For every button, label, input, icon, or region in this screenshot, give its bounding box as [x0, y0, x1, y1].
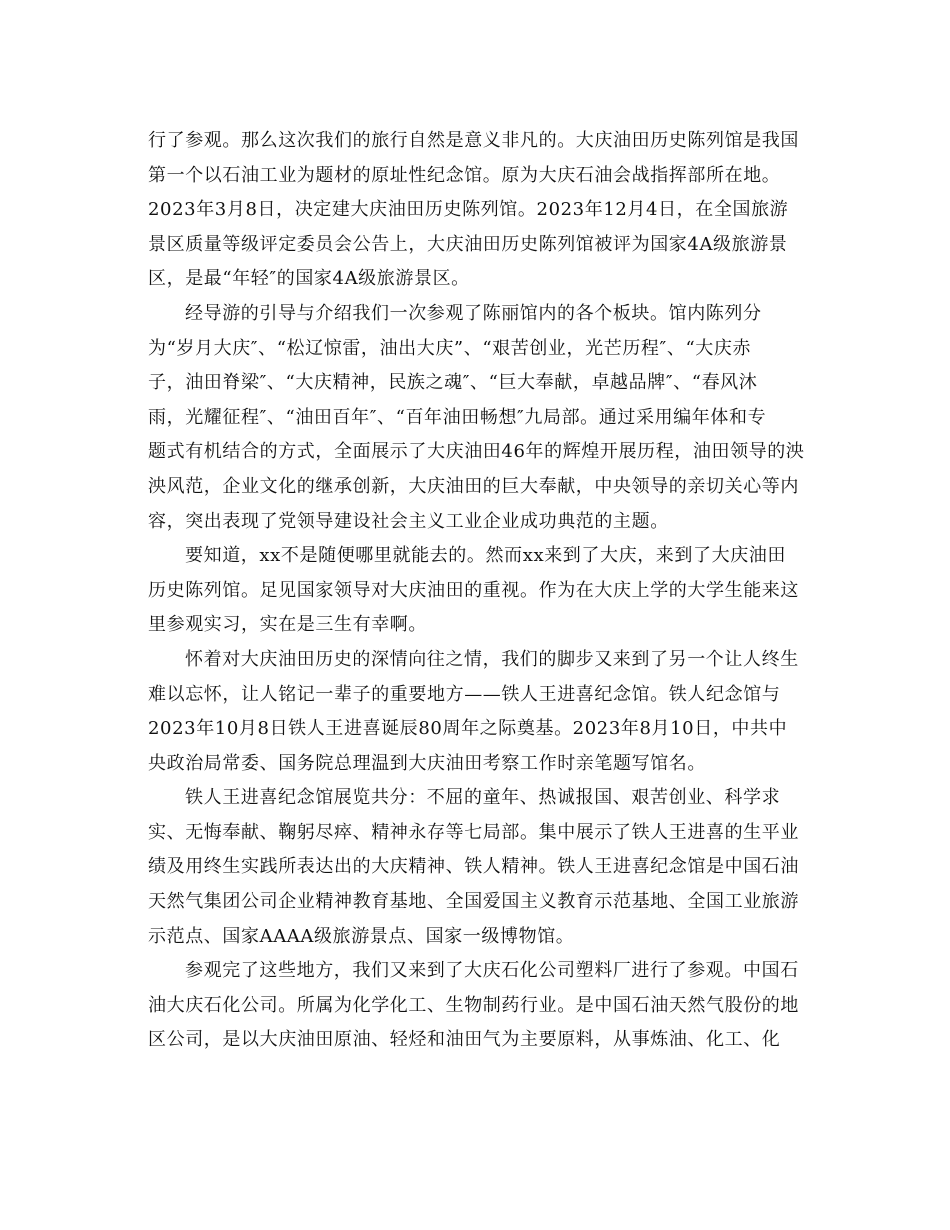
text-line: 里参观实习，实在是三生有幸啊。	[148, 614, 427, 636]
text-line: 第一个以石油工业为题材的原址性纪念馆。原为大庆石油会战指挥部所在地。	[148, 164, 781, 186]
text-line: 容，突出表现了党领导建设社会主义工业企业成功典范的主题。	[148, 510, 669, 532]
text-line: 央政治局常委、国务院总理温到大庆油田考察工作时亲笔题写馆名。	[148, 752, 706, 774]
paragraph-2	[148, 297, 804, 539]
text-line: 历史陈列馆。足见国家领导对大庆油田的重视。作为在大庆上学的大学生能来这	[148, 579, 799, 601]
text-line: 行了参观。那么这次我们的旅行自然是意义非凡的。大庆油田历史陈列馆是我国	[148, 130, 799, 151]
text-line: 区公司，是以大庆油田原油、轻烃和油田气为主要原料，从事炼油、化工、化	[148, 1029, 781, 1051]
paragraph-5	[148, 781, 804, 954]
text-line: 题式有机结合的方式，全面展示了大庆油田46年的辉煌开展历程，油田领导的泱	[148, 441, 805, 463]
text-line: 要知道，xx不是随便哪里就能去的。然而xx来到了大庆，来到了大庆油田	[185, 545, 787, 567]
text-line: 为“岁月大庆″、“松辽惊雷，油出大庆”、“艰苦创业，光芒历程″、“大庆赤	[148, 337, 752, 359]
text-line: 实、无悔奉献、鞠躬尽瘁、精神永存等七局部。集中展示了铁人王进喜的生平业	[148, 821, 799, 843]
text-line: 怀着对大庆油田历史的深情向往之情，我们的脚步又来到了另一个让人终生	[185, 648, 799, 670]
paragraph-3	[148, 539, 804, 643]
paragraph-1	[148, 124, 804, 297]
text-line: 绩及用终生实践所表达出的大庆精神、铁人精神。铁人王进喜纪念馆是中国石油	[148, 856, 799, 878]
text-line: 天然气集团公司企业精神教育基地、全国爱国主义教育示范基地、全国工业旅游	[148, 891, 799, 913]
text-line: 区，是最“年轻″的国家4A级旅游景区。	[148, 268, 470, 290]
text-line: 2023年3月8日，决定建大庆油田历史陈列馆。2023年12月4日，在全国旅游	[148, 199, 789, 221]
text-line: 2023年10月8日铁人王进喜诞辰80周年之际奠基。2023年8月10日，中共中	[148, 718, 788, 740]
text-line: 雨，光耀征程″、“油田百年″、“百年油田畅想″九局部。通过采用编年体和专	[148, 406, 767, 428]
text-line: 铁人王进喜纪念馆展览共分：不屈的童年、热诚报国、艰苦创业、科学求	[185, 787, 781, 809]
text-line: 示范点、国家AAAA级旅游景点、国家一级博物馆。	[148, 925, 575, 947]
paragraph-6	[148, 954, 804, 1058]
document-body	[148, 124, 804, 1058]
text-line: 景区质量等级评定委员会公告上，大庆油田历史陈列馆被评为国家4A级旅游景	[148, 233, 788, 255]
text-line: 泱风范，企业文化的继承创新，大庆油田的巨大奉献，中央领导的亲切关心等内	[148, 475, 799, 497]
paragraph-4	[148, 643, 804, 781]
text-line: 油大庆石化公司。所属为化学化工、生物制药行业。是中国石油天然气股份的地	[148, 994, 799, 1016]
text-line: 子，油田脊梁″、“大庆精神，民族之魂″、“巨大奉献，卓越品牌″、“春风沐	[148, 372, 758, 394]
text-line: 参观完了这些地方，我们又来到了大庆石化公司塑料厂进行了参观。中国石	[185, 960, 799, 982]
text-line: 经导游的引导与介绍我们一次参观了陈丽馆内的各个板块。馆内陈列分	[185, 302, 762, 324]
text-line: 难以忘怀，让人铭记一辈子的重要地方——铁人王进喜纪念馆。铁人纪念馆与	[148, 683, 781, 705]
